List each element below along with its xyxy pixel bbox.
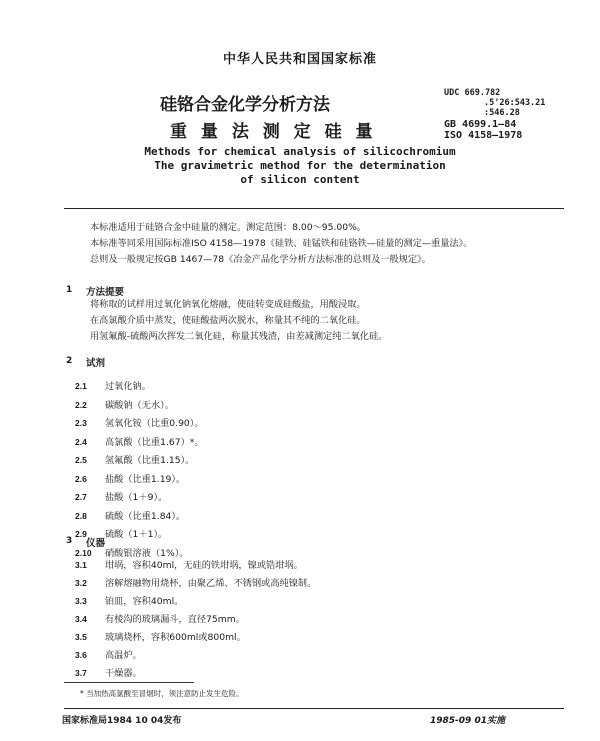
apparatus-list (75, 553, 316, 679)
section1-body (90, 297, 387, 345)
intro-line2: 本标准等同采用国际标准ISO 4158—1978《硅铁、硅锰铁和硅铬铁—硅量的测定—重量法》。 (90, 238, 473, 249)
section1-title: 方法提要 (86, 287, 125, 298)
list-item (75, 625, 316, 643)
list-item (75, 607, 316, 625)
section3-number: 3 (66, 536, 73, 546)
list-item (75, 411, 204, 430)
section1-para3: 用氢氟酸-硫酸两次挥发二氧化硅，称量其残渣，由差减测定纯二氧化硅。 (90, 331, 388, 342)
item-number: 3.5 (75, 632, 87, 642)
list-item (75, 430, 204, 449)
section1-para1: 将称取的试样用过氧化钠氧化熔融，使硅转变成硅酸盐，用酸浸取。 (90, 299, 366, 310)
section2-title: 试剂 (86, 358, 106, 369)
section1-number: 1 (66, 285, 73, 295)
section3-title: 仪器 (86, 538, 106, 549)
list-item (75, 393, 204, 412)
udc-line3: :546.28 (484, 108, 520, 118)
item-text: 溶解熔融物用烧杯，由聚乙烯、不锈钢或高纯镍制。 (105, 578, 317, 589)
udc-line2: .5'26:543.21 (484, 98, 546, 108)
item-number: 3.7 (75, 668, 87, 678)
top-divider (64, 208, 564, 209)
item-number: 2.8 (75, 510, 87, 521)
item-number: 3.1 (75, 560, 87, 570)
item-text: 高温炉。 (105, 650, 142, 661)
list-item (75, 485, 204, 504)
item-number: 3.2 (75, 578, 87, 588)
intro-block (90, 220, 472, 268)
udc-code (444, 88, 545, 118)
item-number: 3.3 (75, 596, 87, 606)
item-number: 2.7 (75, 492, 87, 502)
reagents-list (75, 374, 204, 559)
item-number: 2.2 (75, 399, 87, 410)
national-standard-header: 中华人民共和国国家标准 (222, 52, 377, 67)
footnote: * 当加热高氯酸至冒烟时，须注意防止发生危险。 (80, 689, 244, 698)
item-number: 2.3 (75, 418, 87, 428)
list-item (75, 504, 204, 523)
footnote-divider (64, 682, 194, 683)
item-text: 有棱沟的玻璃漏斗，直径75mm。 (105, 614, 245, 625)
list-item (75, 374, 204, 393)
title-en-line1: Methods for chemical analysis of silicochromium (144, 145, 456, 158)
title-en-line3: of silicon content (240, 173, 360, 186)
item-text: 过氧化钠。 (105, 381, 151, 392)
list-item (75, 553, 316, 571)
item-number: 2.6 (75, 473, 87, 484)
item-text: 硝酸银溶液（1%）。 (105, 547, 189, 559)
intro-line3: 总则及一般规定按GB 1467—78《冶金产品化学分析方法标准的总则及一般规定》。 (90, 254, 431, 265)
title-cn-line2: 重 量 法 测 定 硅 量 (170, 122, 377, 142)
title-en-line2: The gravimetric method for the determination (154, 159, 446, 172)
issue-date: 国家标准局1984 10 04发布 (62, 716, 182, 726)
list-item (75, 589, 316, 607)
item-number: 2.1 (75, 381, 87, 391)
item-number: 2.4 (75, 436, 87, 447)
list-item (75, 571, 316, 589)
bottom-divider (64, 708, 564, 709)
item-text: 盐酸（1＋9）。 (105, 492, 168, 503)
iso-code: ISO 4158—1978 (444, 130, 523, 141)
item-number: 2.9 (75, 529, 87, 539)
section2-number: 2 (66, 356, 73, 366)
item-text: 氢氟酸（比重1.15）。 (105, 455, 195, 466)
section1-para2: 在高氯酸介质中蒸发，使硅酸盐两次脱水，称量其不纯的二氧化硅。 (90, 315, 366, 326)
item-number: 2.10 (75, 547, 92, 558)
item-number: 3.4 (75, 614, 87, 624)
item-number: 3.6 (75, 650, 87, 660)
item-text: 盐酸（比重1.19）。 (105, 473, 186, 485)
list-item (75, 643, 316, 661)
item-text: 干燥器。 (105, 668, 142, 679)
item-text: 碳酸钠（无水）。 (105, 399, 174, 411)
item-text: 氢氧化铵（比重0.90）。 (105, 418, 204, 429)
item-text: 高氯酸（比重1.67）*。 (105, 436, 204, 448)
item-text: 硫酸（1＋1）。 (105, 529, 168, 540)
item-text: 玻璃烧杯，容积600ml或800ml。 (105, 632, 246, 643)
effective-date: 1985-09 01实施 (430, 716, 505, 726)
list-item (75, 467, 204, 486)
list-item (75, 448, 204, 467)
item-text: 坩埚，容积40ml，无硅的铁坩埚，镍或锆坩埚。 (105, 560, 303, 571)
gb-code: GB 4699.1—84 (444, 119, 517, 130)
list-item (75, 661, 316, 679)
intro-line1: 本标准适用于硅铬合金中硅量的测定。测定范围：8.00～95.00%。 (90, 222, 366, 233)
item-text: 铂皿，容积40ml。 (105, 596, 184, 607)
udc-line1: UDC 669.782 (444, 88, 501, 98)
item-text: 硫酸（比重1.84）。 (105, 510, 186, 522)
item-number: 2.5 (75, 455, 87, 465)
title-cn-line1: 硅铬合金化学分析方法 (160, 95, 330, 115)
